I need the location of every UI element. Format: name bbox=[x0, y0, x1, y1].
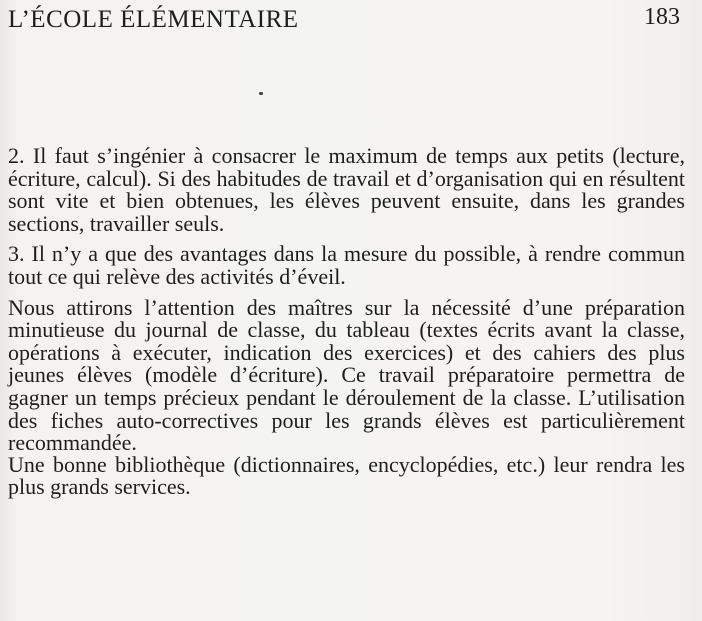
paragraph-preparation: Nous attirons l’attention des maîtres sur la nécessité d’une préparation minutieuse du journal de classe, du tableau (textes écrits avant la classe, opérations à exécuter, indication des exercices) et des cahiers des plus jeunes élèves (modèle d’écriture). Ce travail préparatoire permettra de gagner un temps précieux pendant le déroulement de la classe. L’utilisation des fiches auto-correctives pour les grands élèves est particulièrement recommandée. bbox=[8, 294, 685, 456]
body-text bbox=[8, 145, 685, 499]
running-header: L’ÉCOLE ÉLÉMENTAIRE bbox=[8, 6, 299, 33]
page-number: 183 bbox=[644, 4, 680, 30]
paragraph-library: Une bonne bibliothèque (dictionnaires, encyclopédies, etc.) leur rendra les plus grands services. bbox=[8, 451, 685, 500]
paragraph-point-2: 2. Il faut s’ingénier à consacrer le maximum de temps aux petits (lecture, écriture, calcul). Si des habitudes de travail et d’organisation qui en résultent sont vite et bien obtenues, les élèves peuvent ensuite, dans les grandes sections, travailler seuls. bbox=[8, 143, 685, 236]
print-speck bbox=[259, 92, 263, 95]
paragraph-point-3: 3. Il n’y a que des avantages dans la mesure du possible, à rendre commun tout ce qui relève des activités d’éveil. bbox=[8, 241, 685, 289]
